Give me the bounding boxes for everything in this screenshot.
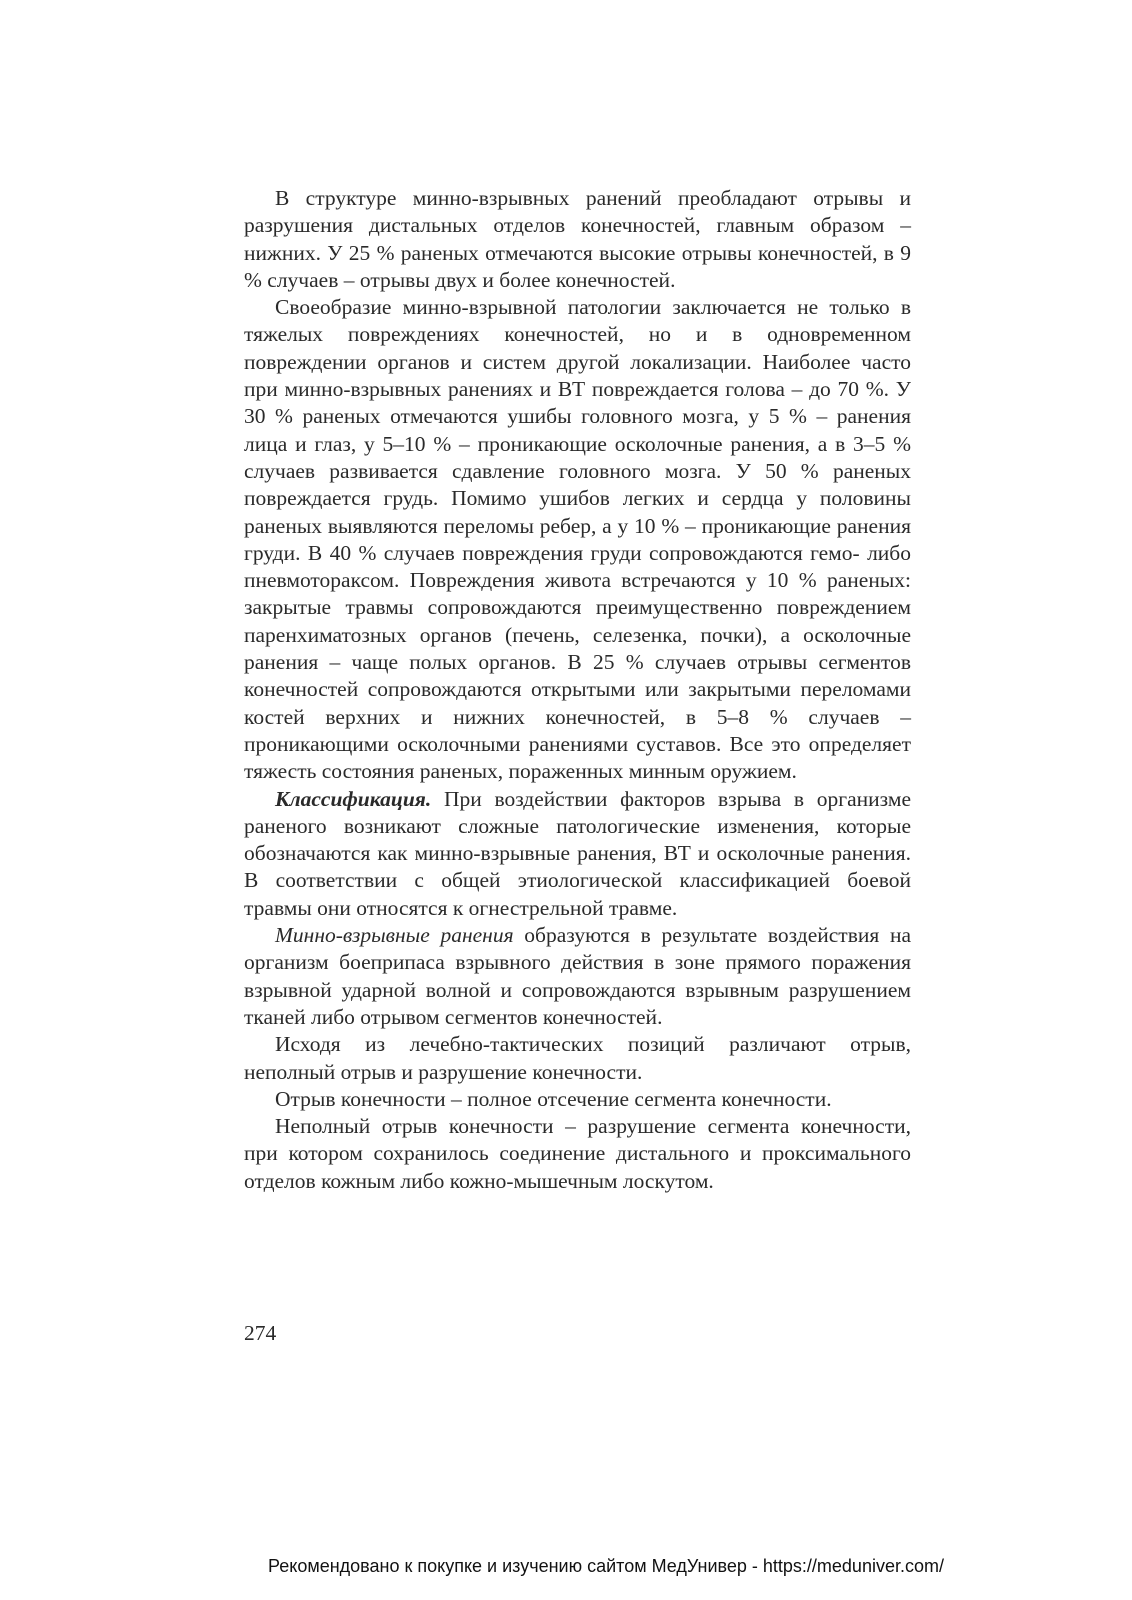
paragraph-text: В структуре минно-взрывных ранений преобладают отрывы и разрушения дистальных отделов конечностей, главным образом – нижних. У 25 % раненых отмечаются высокие отрывы конечностей, в 9 % случаев – отрывы двух и более конечностей.: [244, 186, 911, 292]
paragraph-mine-wound-structure: [244, 185, 911, 294]
page-number: 274: [244, 1321, 277, 1345]
paragraph-incomplete-avulsion: [244, 1113, 911, 1195]
paragraph-text: Исходя из лечебно-тактических позиций различают отрыв, неполный отрыв и разрушение конечности.: [244, 1032, 911, 1084]
paragraph-classification: [244, 786, 911, 922]
paragraph-tactical-positions: [244, 1031, 911, 1086]
paragraph-text: Своеобразие минно-взрывной патологии заключается не только в тяжелых повреждениях конечностей, но и в одновременном повреждении органов и систем другой локализации. Наиболее часто при минно-взрывных ранениях и ВТ повреждается голова – до 70 %. У 30 % раненых отмечаются ушибы головного мозга, у 5 % – ранения лица и глаз, у 5–10 % – проникающие осколочные ранения, а в 3–5 % случаев развивается сдавление головного мозга. У 50 % раненых повреждается грудь. Помимо ушибов легких и сердца у половины раненых выявляются переломы ребер, а у 10 % – проникающие ранения груди. В 40 % случаев повреждения груди сопровождаются гемо- либо пневмотораксом. Повреждения живота встречаются у 10 % раненых: закрытые травмы сопровождаются преимущественно повреждением паренхиматозных органов (печень, селезенка, почки), а осколочные ранения – чаще полых органов. В 25 % случаев отрывы сегментов конечностей сопровождаются открытыми или закрытыми переломами костей верхних и нижних конечностей, в 5–8 % случаев – проникающими осколочными ранениями суставов. Все это определяет тяжесть состояния раненых, пораженных минным оружием.: [244, 295, 911, 784]
paragraph-limb-avulsion: [244, 1086, 911, 1113]
paragraph-mine-wounds-definition: [244, 922, 911, 1031]
paragraph-mine-pathology: [244, 294, 911, 785]
footer-recommendation: Рекомендовано к покупке и изучению сайтом МедУнивер - https://meduniver.com/: [268, 1556, 944, 1576]
body-text: [244, 185, 911, 1195]
paragraph-text: Отрыв конечности – полное отсечение сегмента конечности.: [275, 1086, 832, 1111]
paragraph-lead-classification: Классификация.: [275, 786, 432, 811]
paragraph-text: Неполный отрыв конечности – разрушение сегмента конечности, при котором сохранилось соединение дистального и проксимального отделов кожным либо кожно-мышечным лоскутом.: [244, 1114, 911, 1193]
paragraph-text: образуются в результате воздействия на организм боеприпаса взрывного действия в зоне прямого поражения взрывной ударной волной и сопровождаются взрывным разрушением тканей либо отрывом сегментов конечностей.: [244, 923, 912, 1029]
paragraph-lead-mine-wounds: Минно-взрывные ранения: [275, 923, 514, 948]
paragraph-text: При воздействии факторов взрыва в организме раненого возникают сложные патологические изменения, которые обозначаются как минно-взрывные ранения, ВТ и осколочные ранения. В соответствии с общей этиологической классификацией боевой травмы они относятся к огнестрельной травме.: [244, 786, 911, 920]
